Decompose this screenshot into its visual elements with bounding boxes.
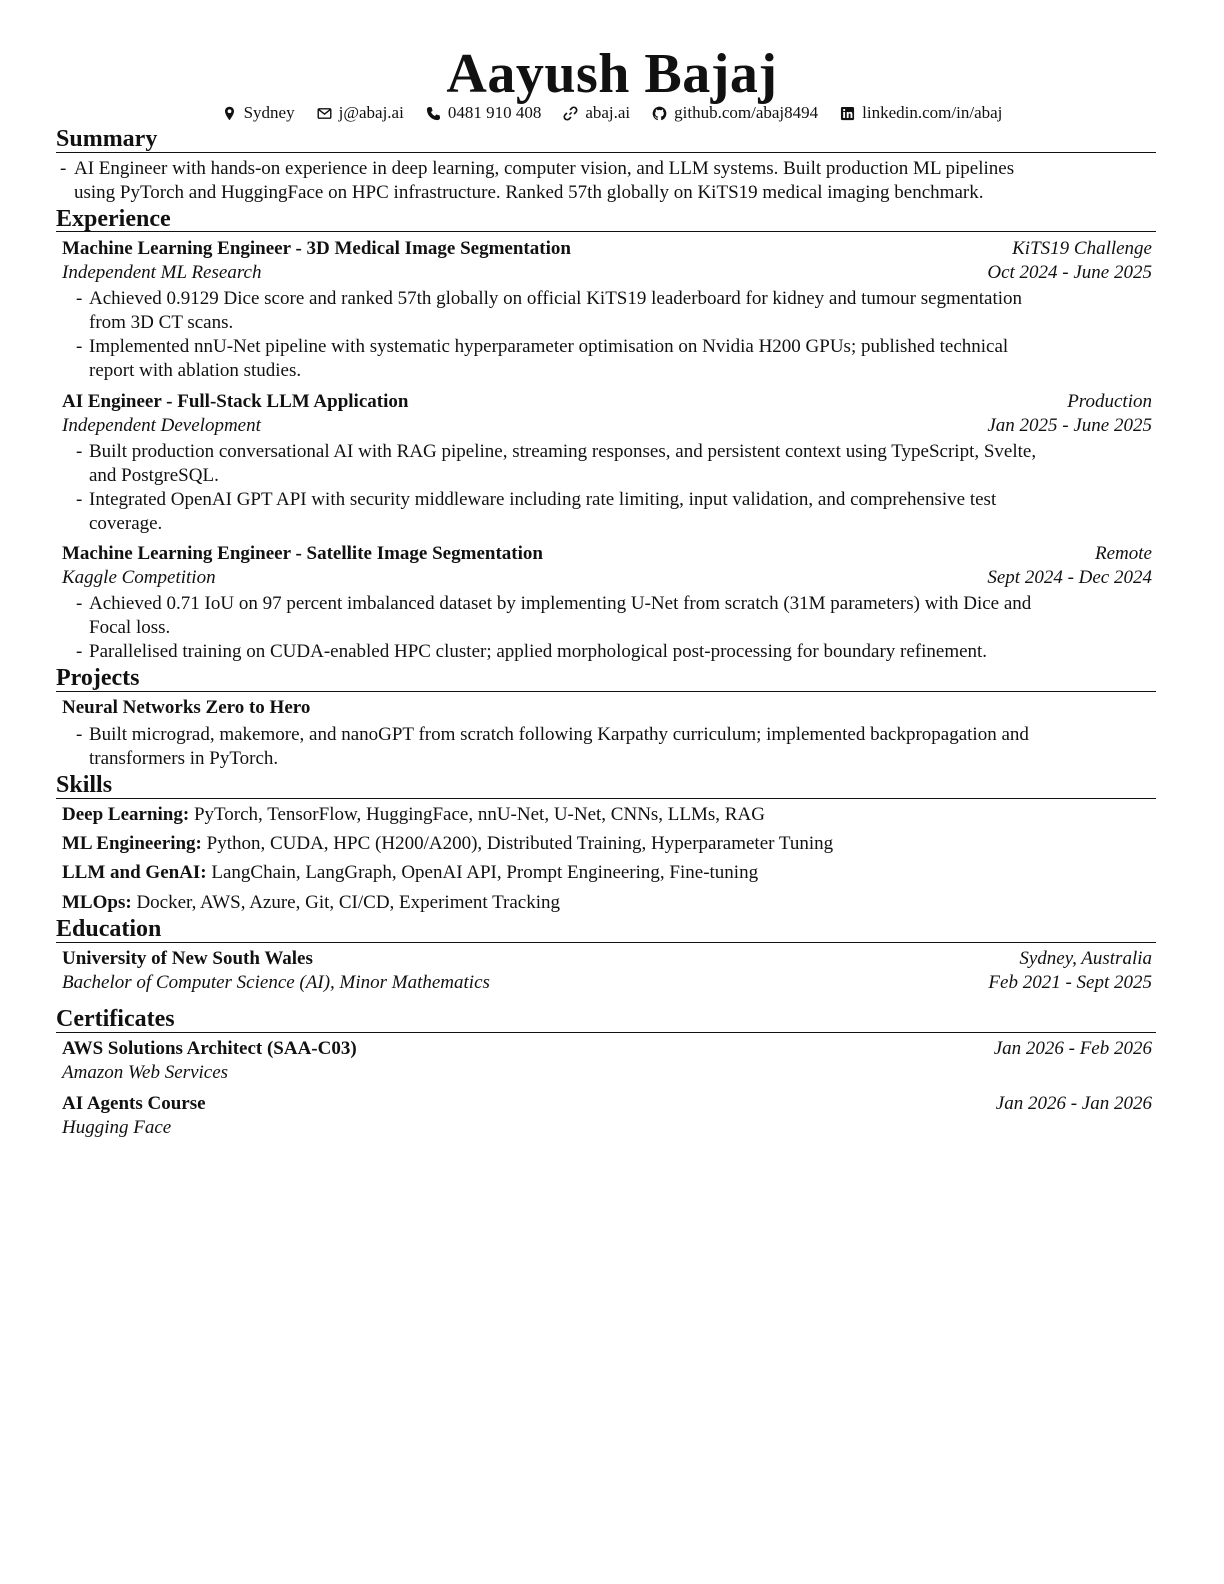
certificates-heading: Certificates: [56, 1006, 175, 1032]
job-1-bullet-2-line-2: report with ablation studies.: [89, 360, 302, 381]
job-3-bullet-2-line-1: Parallelised training on CUDA-enabled HPC cluster; applied morphological post-processing for boundary refinement.: [89, 641, 988, 662]
job-2-bullet-1-dash: -: [76, 441, 83, 462]
projects-heading: Projects: [56, 665, 140, 691]
contact-location: [222, 103, 295, 123]
certificate-1-dates: Jan 2026 - Feb 2026: [993, 1038, 1152, 1059]
experience-heading: Experience: [56, 206, 171, 232]
contact-email[interactable]: [317, 103, 404, 123]
job-2-role: AI Engineer - Full-Stack LLM Application: [62, 391, 409, 412]
education-divider: [56, 942, 1156, 943]
job-3-location: Remote: [1095, 543, 1152, 564]
certificate-2-issuer: Hugging Face: [62, 1117, 172, 1138]
contact-email-text[interactable]: j@abaj.ai: [338, 103, 404, 122]
envelope-icon: [317, 106, 332, 121]
project-1-line-2: transformers in PyTorch.: [89, 748, 279, 769]
summary-line-2: using PyTorch and HuggingFace on HPC infrastructure. Ranked 57th globally on KiTS19 medical imaging benchmark.: [74, 182, 984, 203]
contact-bar: [0, 102, 1224, 124]
education-dates: Feb 2021 - Sept 2025: [988, 972, 1152, 993]
certificate-2-dates: Jan 2026 - Jan 2026: [995, 1093, 1152, 1114]
summary-dash: -: [60, 158, 67, 179]
job-1-location: KiTS19 Challenge: [1012, 238, 1152, 259]
job-2-dates: Jan 2025 - June 2025: [987, 415, 1152, 436]
certificate-1-issuer: Amazon Web Services: [62, 1062, 229, 1083]
job-2-location: Production: [1067, 391, 1152, 412]
skills-row-label: ML Engineering:: [62, 833, 202, 854]
contact-location-text: Sydney: [243, 103, 295, 122]
contact-github-text[interactable]: github.com/abaj8494: [674, 103, 819, 122]
skills-row-label: LLM and GenAI:: [62, 862, 207, 883]
skills-row: [62, 861, 758, 885]
job-1-dates: Oct 2024 - June 2025: [987, 262, 1152, 283]
certificate-1-name: AWS Solutions Architect (SAA-C03): [62, 1038, 357, 1059]
skills-divider: [56, 798, 1156, 799]
education-school: University of New South Wales: [62, 948, 313, 969]
job-1-bullet-2-dash: -: [76, 336, 83, 357]
skills-row-value: LangChain, LangGraph, OpenAI API, Prompt Engineering, Fine-tuning: [211, 862, 759, 883]
contact-phone[interactable]: [426, 103, 542, 123]
job-2-bullet-2-line-1: Integrated OpenAI GPT API with security middleware including rate limiting, input validation, and comprehensive test: [89, 489, 997, 510]
skills-row: [62, 891, 560, 915]
skills-row-label: MLOps:: [62, 892, 132, 913]
job-3-bullet-2-dash: -: [76, 641, 83, 662]
job-1-org: Independent ML Research: [62, 262, 262, 283]
job-3-org: Kaggle Competition: [62, 567, 216, 588]
job-2-bullet-2-dash: -: [76, 489, 83, 510]
contact-website[interactable]: [563, 103, 630, 123]
project-1-dash: -: [76, 724, 83, 745]
contact-linkedin[interactable]: [840, 103, 1002, 123]
contact-github[interactable]: [652, 103, 818, 123]
skills-row-value: PyTorch, TensorFlow, HuggingFace, nnU-Net, U-Net, CNNs, LLMs, RAG: [193, 804, 765, 825]
skills-row-value: Docker, AWS, Azure, Git, CI/CD, Experiment Tracking: [136, 892, 561, 913]
linkedin-icon: [840, 106, 855, 121]
phone-icon: [426, 106, 441, 121]
summary-heading: Summary: [56, 126, 158, 152]
candidate-name: Aayush Bajaj: [446, 43, 778, 105]
job-1-bullet-2-line-1: Implemented nnU-Net pipeline with systematic hyperparameter optimisation on Nvidia H200 GPUs; published technical: [89, 336, 1009, 357]
summary-divider: [56, 152, 1156, 153]
contact-website-text[interactable]: abaj.ai: [585, 103, 631, 122]
skills-row: [62, 803, 765, 827]
location-pin-icon: [222, 106, 237, 121]
github-icon: [652, 106, 667, 121]
job-3-bullet-1-line-2: Focal loss.: [89, 617, 171, 638]
link-icon: [563, 106, 578, 121]
job-1-bullet-1-dash: -: [76, 288, 83, 309]
skills-row: [62, 832, 833, 856]
contact-phone-text[interactable]: 0481 910 408: [447, 103, 542, 122]
job-3-dates: Sept 2024 - Dec 2024: [987, 567, 1152, 588]
contact-linkedin-text[interactable]: linkedin.com/in/abaj: [862, 103, 1003, 122]
job-2-bullet-2-line-2: coverage.: [89, 513, 163, 534]
summary-line-1: AI Engineer with hands-on experience in deep learning, computer vision, and LLM systems. Built production ML pipelines: [74, 158, 1015, 179]
job-2-org: Independent Development: [62, 415, 261, 436]
skills-row-value: Python, CUDA, HPC (H200/A200), Distributed Training, Hyperparameter Tuning: [206, 833, 834, 854]
job-2-bullet-1-line-1: Built production conversational AI with RAG pipeline, streaming responses, and persistent context using TypeScript, Svelte,: [89, 441, 1037, 462]
job-2-bullet-1-line-2: and PostgreSQL.: [89, 465, 219, 486]
job-1-role: Machine Learning Engineer - 3D Medical Image Segmentation: [62, 238, 571, 259]
skills-row-label: Deep Learning:: [62, 804, 190, 825]
certificate-2-name: AI Agents Course: [62, 1093, 206, 1114]
job-3-role: Machine Learning Engineer - Satellite Image Segmentation: [62, 543, 543, 564]
education-degree: Bachelor of Computer Science (AI), Minor Mathematics: [62, 972, 490, 993]
job-1-bullet-1-line-2: from 3D CT scans.: [89, 312, 234, 333]
education-location: Sydney, Australia: [1019, 948, 1152, 969]
job-3-bullet-1-dash: -: [76, 593, 83, 614]
skills-heading: Skills: [56, 772, 113, 798]
education-heading: Education: [56, 916, 162, 942]
certificates-divider: [56, 1032, 1156, 1033]
projects-divider: [56, 691, 1156, 692]
job-1-bullet-1-line-1: Achieved 0.9129 Dice score and ranked 57th globally on official KiTS19 leaderboard for kidney and tumour segmentation: [89, 288, 1023, 309]
project-1-name: Neural Networks Zero to Hero: [62, 697, 311, 718]
experience-divider: [56, 231, 1156, 232]
job-3-bullet-1-line-1: Achieved 0.71 IoU on 97 percent imbalanced dataset by implementing U-Net from scratch (31M parameters) with Dice and: [89, 593, 1032, 614]
project-1-line-1: Built micrograd, makemore, and nanoGPT from scratch following Karpathy curriculum; implemented backpropagation and: [89, 724, 1029, 745]
